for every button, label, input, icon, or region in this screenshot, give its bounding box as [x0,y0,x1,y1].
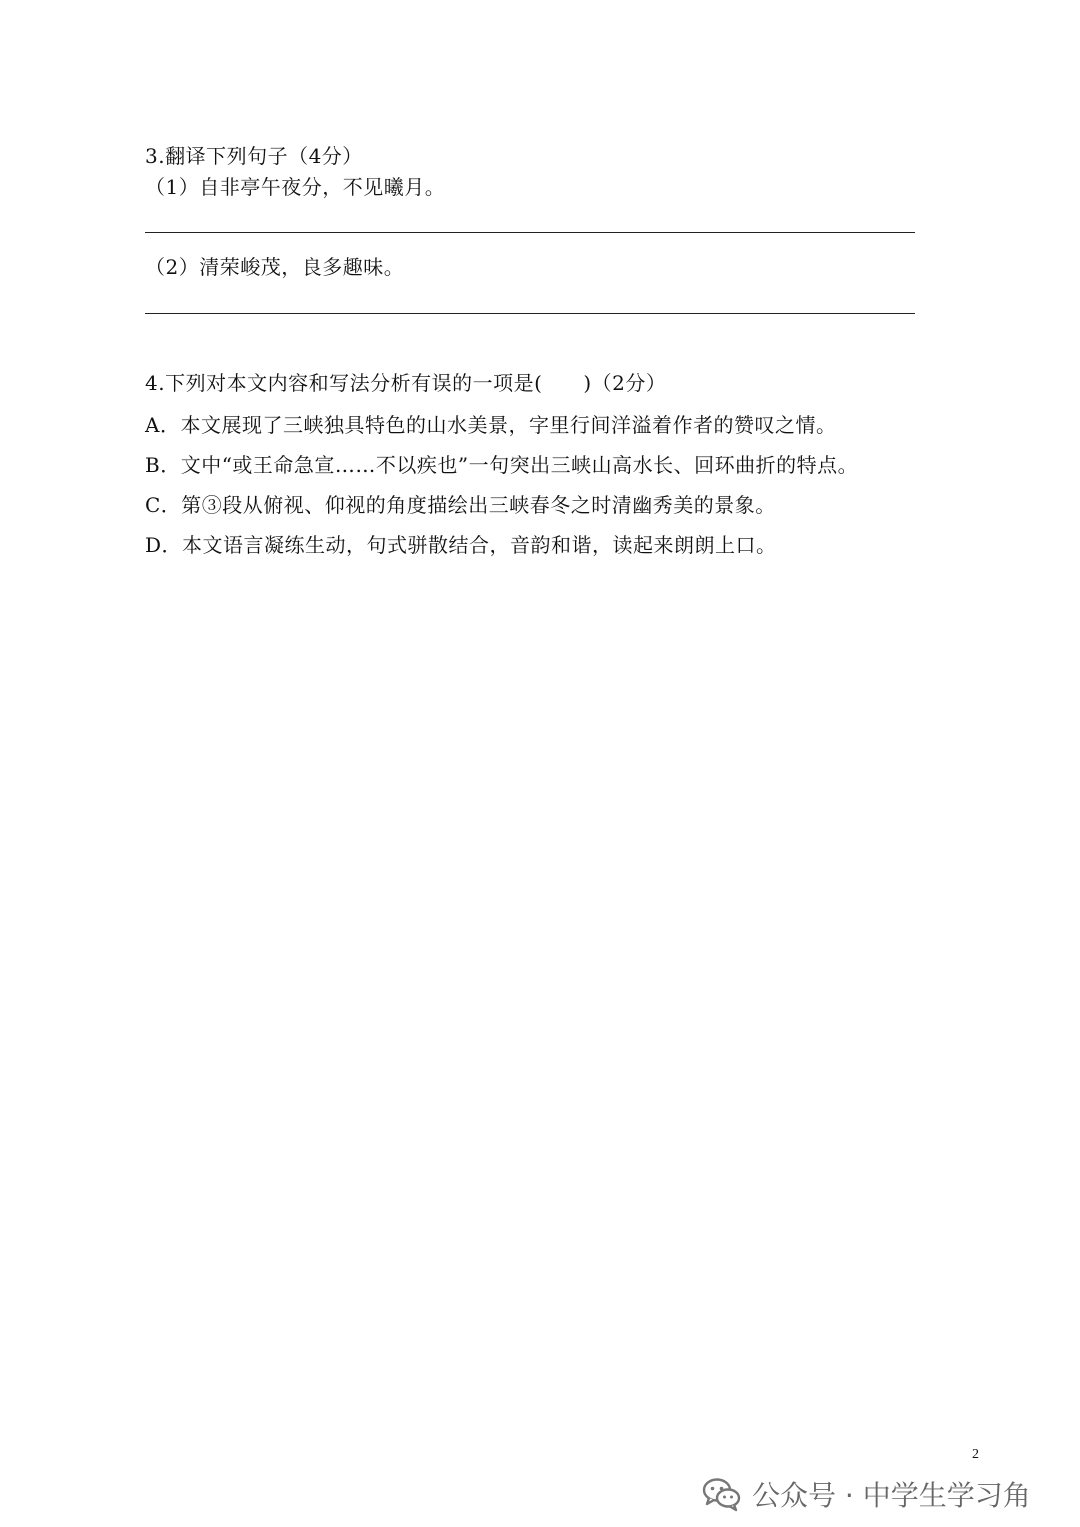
option-b: B．文中“或王命急宣……不以疾也”一句突出三峡山高水长、回环曲折的特点。 [145,453,859,477]
page-number: 2 [972,1447,979,1462]
option-d: D．本文语言凝练生动，句式骈散结合，音韵和谐，读起来朗朗上口。 [145,533,777,557]
option-c: C．第③段从俯视、仰视的角度描绘出三峡春冬之时清幽秀美的景象。 [145,493,776,517]
wechat-icon [702,1476,742,1512]
question-3-title: 3.翻译下列句子（4分） [145,144,363,168]
answer-line-1[interactable] [145,232,915,233]
watermark-text: 公众号 · 中学生学习角 [752,1479,1031,1512]
answer-line-2[interactable] [145,313,915,314]
watermark [702,1472,1031,1516]
option-a: A．本文展现了三峡独具特色的山水美景，字里行间洋溢着作者的赞叹之情。 [145,413,837,437]
question-3-sentence-2: （2）清荣峻茂，良多趣味。 [145,255,405,279]
question-4-title: 4.下列对本文内容和写法分析有误的一项是( )（2分） [145,371,667,395]
question-3-sentence-1: （1）自非亭午夜分，不见曦月。 [145,175,446,199]
